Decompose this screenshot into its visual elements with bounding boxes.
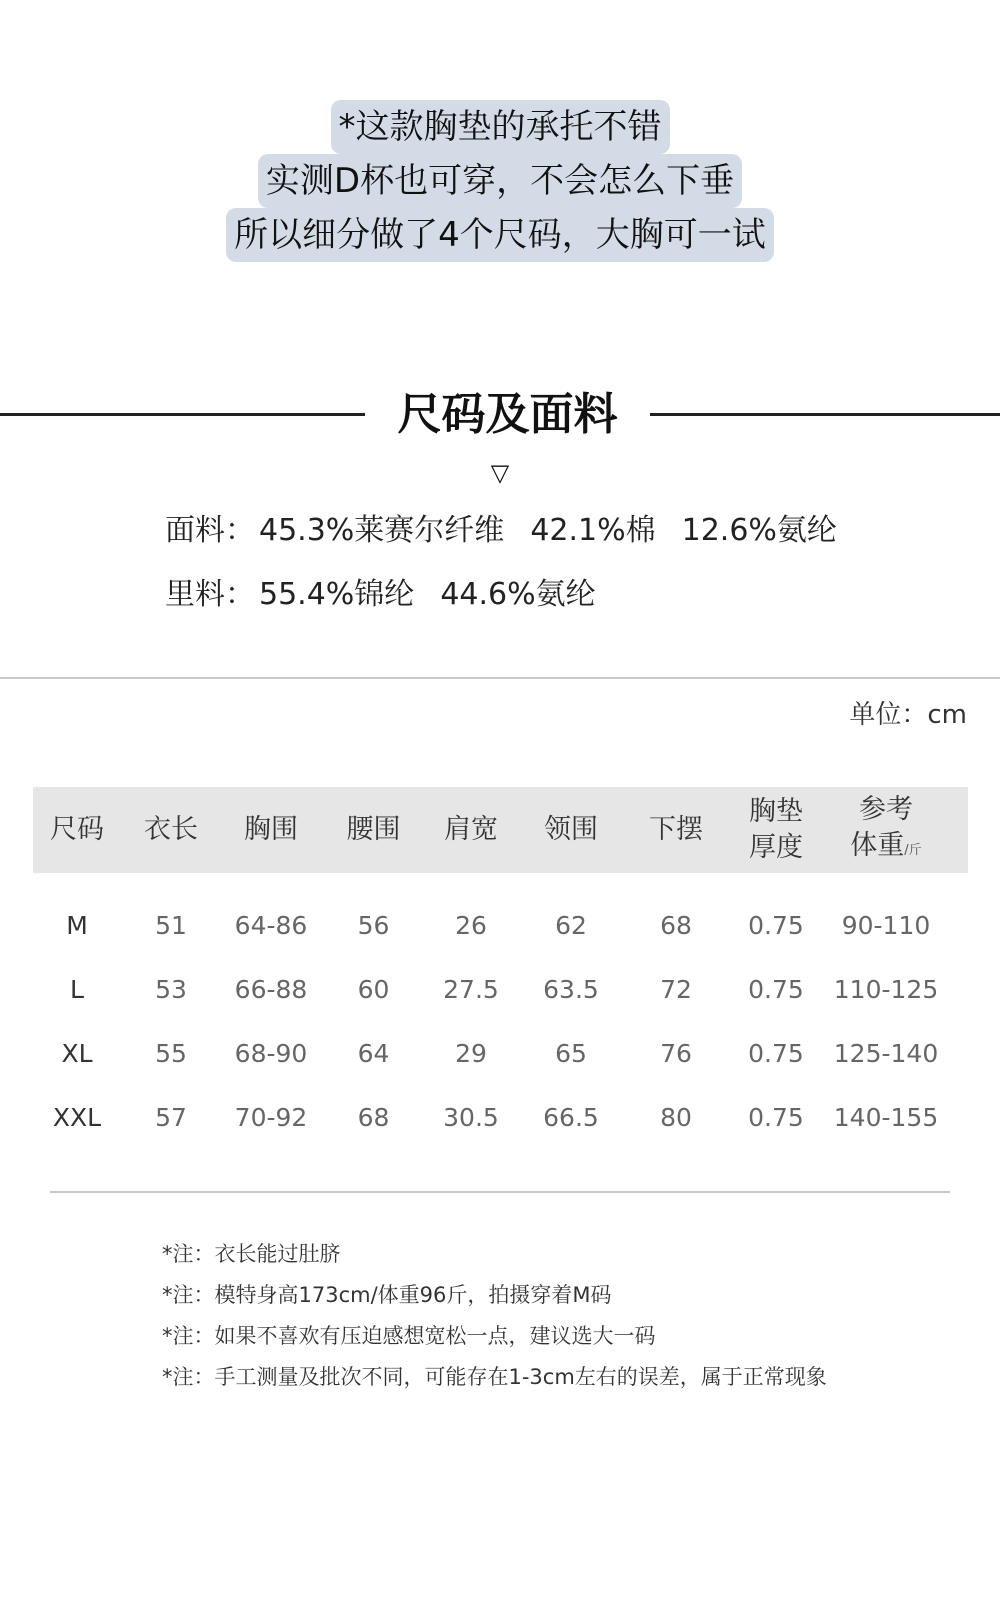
header-pad-line2: 厚度 [749, 832, 803, 863]
table-row [33, 957, 968, 1021]
cell-length: 51 [155, 910, 187, 940]
note-item: *注：手工测量及批次不同，可能存在1-3cm左右的误差，属于正常现象 [162, 1365, 827, 1389]
notes [162, 1234, 827, 1398]
header-pad-line1: 胸垫 [749, 796, 803, 827]
cell-waist: 68 [357, 1102, 390, 1132]
cell-size: L [70, 974, 84, 1004]
table-row [33, 893, 968, 957]
cell-chest: 68-90 [234, 1038, 308, 1068]
cell-neck: 66.5 [543, 1102, 599, 1132]
cell-weight: 140-155 [833, 1102, 939, 1132]
cell-pad: 0.75 [748, 910, 804, 940]
fabric-outer [165, 511, 863, 551]
cell-size: M [66, 910, 88, 940]
cell-chest: 66-88 [234, 974, 308, 1004]
divider-line [0, 413, 365, 416]
header-ref-weight [826, 787, 946, 873]
fabric-lining-value: 55.4%锦纶 [259, 577, 415, 612]
cell-weight: 110-125 [833, 974, 939, 1004]
intro-line: 实测D杯也可穿，不会怎么下垂 [258, 154, 742, 208]
fabric-outer-value: 12.6%氨纶 [681, 513, 837, 548]
cell-weight: 90-110 [841, 910, 931, 940]
cell-shoulder: 30.5 [443, 1102, 499, 1132]
cell-pad: 0.75 [748, 1038, 804, 1068]
cell-shoulder: 26 [455, 910, 487, 940]
cell-neck: 63.5 [543, 974, 599, 1004]
cell-length: 55 [155, 1038, 187, 1068]
unit-label: 单位：cm [849, 700, 967, 730]
cell-hem: 68 [660, 910, 692, 940]
fabric-outer-label: 面料： [165, 513, 255, 548]
header-size: 尺码 [50, 814, 104, 845]
intro-line: 所以细分做了4个尺码，大胸可一试 [226, 208, 774, 262]
header-shoulder: 肩宽 [444, 814, 498, 845]
fabric-outer-value: 45.3%莱赛尔纤维 [259, 513, 505, 548]
cell-shoulder: 29 [455, 1038, 487, 1068]
header-weight-line1: 参考 [859, 793, 913, 825]
cell-shoulder: 27.5 [443, 974, 499, 1004]
fabric-outer-value: 42.1%棉 [530, 513, 656, 548]
header-waist: 腰围 [346, 814, 401, 845]
cell-size: XXL [52, 1102, 102, 1132]
header-weight-text: 体重 [850, 829, 905, 861]
header-hem: 下摆 [649, 814, 703, 845]
fabric-lining [165, 575, 622, 615]
fabric-lining-label: 里料： [165, 577, 255, 612]
cell-length: 57 [155, 1102, 187, 1132]
cell-waist: 56 [357, 910, 390, 940]
cell-waist: 64 [357, 1038, 390, 1068]
intro-line: *这款胸垫的承托不错 [331, 100, 670, 154]
note-item: *注：衣长能过肚脐 [162, 1242, 341, 1266]
header-neck: 领围 [544, 814, 598, 845]
cell-chest: 64-86 [234, 910, 308, 940]
section-header [0, 385, 1000, 445]
header-length: 衣长 [144, 814, 198, 845]
cell-hem: 72 [660, 974, 692, 1004]
note-item: *注：如果不喜欢有压迫感想宽松一点，建议选大一码 [162, 1324, 656, 1348]
divider-line [650, 413, 1000, 416]
header-weight-line2 [850, 828, 921, 869]
cell-hem: 80 [660, 1102, 692, 1132]
cell-weight: 125-140 [833, 1038, 939, 1068]
cell-size: XL [61, 1038, 93, 1068]
note-item: *注：模特身高173cm/体重96斤，拍摄穿着M码 [162, 1283, 612, 1307]
intro-block [0, 100, 1000, 262]
header-chest: 胸围 [244, 814, 298, 845]
triangle-down-icon: ▽ [490, 459, 510, 487]
size-table [33, 787, 968, 1149]
cell-hem: 76 [660, 1038, 692, 1068]
cell-chest: 70-92 [234, 1102, 308, 1132]
table-row [33, 1085, 968, 1149]
header-weight-unit: /斤 [904, 842, 922, 858]
divider [0, 677, 1000, 679]
cell-neck: 62 [555, 910, 587, 940]
cell-neck: 65 [555, 1038, 587, 1068]
table-row [33, 1021, 968, 1085]
cell-pad: 0.75 [748, 974, 804, 1004]
cell-length: 53 [155, 974, 187, 1004]
table-header [33, 787, 968, 873]
fabric-lining-value: 44.6%氨纶 [440, 577, 596, 612]
cell-waist: 60 [357, 974, 390, 1004]
cell-pad: 0.75 [748, 1102, 804, 1132]
header-pad-thickness [726, 787, 826, 873]
section-title: 尺码及面料 [397, 389, 618, 440]
divider [50, 1191, 950, 1193]
